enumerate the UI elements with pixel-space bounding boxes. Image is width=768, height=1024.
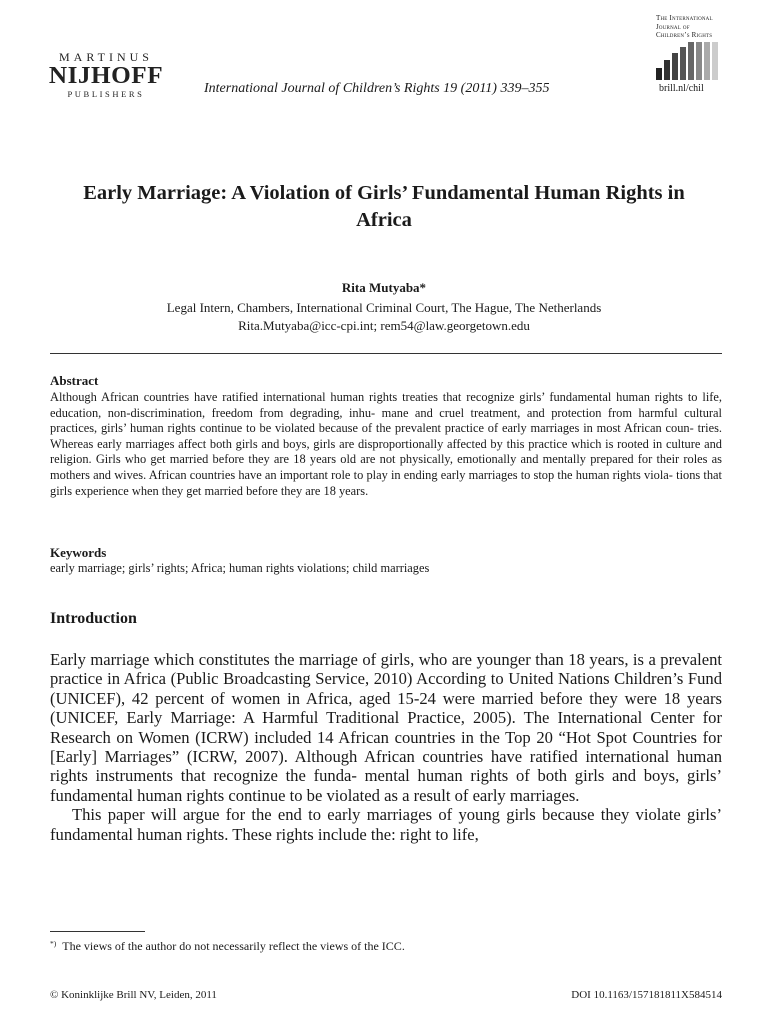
introduction-body bbox=[50, 650, 722, 844]
publisher-logo-line2: NIJHOFF bbox=[48, 63, 164, 89]
footnote bbox=[50, 939, 405, 954]
footnote-divider bbox=[50, 931, 145, 932]
author-name: Rita Mutyaba* bbox=[341, 280, 427, 295]
paper-title: Early Marriage: A Violation of Girls’ Fundamental Human Rights in Africa bbox=[83, 182, 685, 231]
publisher-logo-line3: PUBLISHERS bbox=[67, 89, 145, 99]
journal-mark-graphic bbox=[656, 42, 724, 80]
abstract-text: Although African countries have ratified international human rights treaties that recognize girls’ fundamental human rights to life, education, non-discrimination, freedom from degrading, inhu- mane and cruel treatment, and protection from harmful cultural practices, girls’ human rights continue to be violated because of the prevalent practice of early marriages in most African coun- tries. Whereas early marriages affect both girls and boys, girls are disproportionally affected by this practice which is rooted in culture and religion. Girls who get married before they are 18 years old are not physically, emotionally and mentally prepared for their roles as mothers and wives. African countries have an important role to play in ending early marriages to stop the human rights viola- tions that girls experience when they get married before they are 18 years. bbox=[50, 390, 722, 498]
journal-mark-title bbox=[656, 14, 713, 40]
introduction-paragraph: This paper will argue for the end to early marriages of young girls because they violate girls’ fundamental human rights. These rights include the: right to life, bbox=[50, 805, 722, 844]
keywords-heading: Keywords bbox=[50, 545, 107, 560]
publisher-logo-line1: MARTINUS bbox=[59, 50, 153, 64]
publisher-logo bbox=[50, 50, 162, 100]
abstract-heading: Abstract bbox=[50, 373, 99, 388]
doi: DOI 10.1163/157181811X584514 bbox=[571, 989, 722, 1001]
author-email: Rita.Mutyaba@icc-cpi.int; rem54@law.georgetown.edu bbox=[238, 318, 530, 333]
journal-mark-title-line: The International bbox=[656, 14, 713, 22]
copyright-notice: © Koninklijke Brill NV, Leiden, 2011 bbox=[50, 989, 217, 1001]
author-affiliation: Legal Intern, Chambers, International Criminal Court, The Hague, The Netherlands bbox=[166, 300, 602, 315]
introduction-heading: Introduction bbox=[50, 610, 137, 627]
footnote-text: The views of the author do not necessarily reflect the views of the ICC. bbox=[62, 939, 405, 953]
journal-mark-title-line: Journal of bbox=[656, 22, 690, 31]
introduction-paragraph: Early marriage which constitutes the marriage of girls, who are younger than 18 years, is a prevalent practice in Africa (Public Broadcasting Service, 2010) According to United Nations Children’s Fund (UNICEF), 42 percent of women in Africa, aged 15-24 were married before they were 18 years (UNICEF, Early Marriage: A Harmful Traditional Practice, 2005). The International Center for Research on Women (ICRW) included 14 African countries in the Top 20 “Hot Spot Countries for [Early] Marriages” (ICRW, 2007). Although African countries have ratified international human rights instruments that recognize the funda- mental human rights of both girls and boys, girls’ fundamental human rights continue to be violated as a result of early marriages. bbox=[50, 650, 722, 805]
header-divider bbox=[50, 353, 722, 354]
journal-mark-title-line: Children’s Rights bbox=[656, 31, 713, 39]
journal-url: brill.nl/chil bbox=[659, 83, 704, 94]
journal-citation: International Journal of Children’s Rights 19 (2011) 339–355 bbox=[204, 81, 550, 96]
footnote-marker: *) bbox=[50, 939, 57, 948]
keywords-text: early marriage; girls’ rights; Africa; human rights violations; child marriages bbox=[50, 561, 430, 575]
